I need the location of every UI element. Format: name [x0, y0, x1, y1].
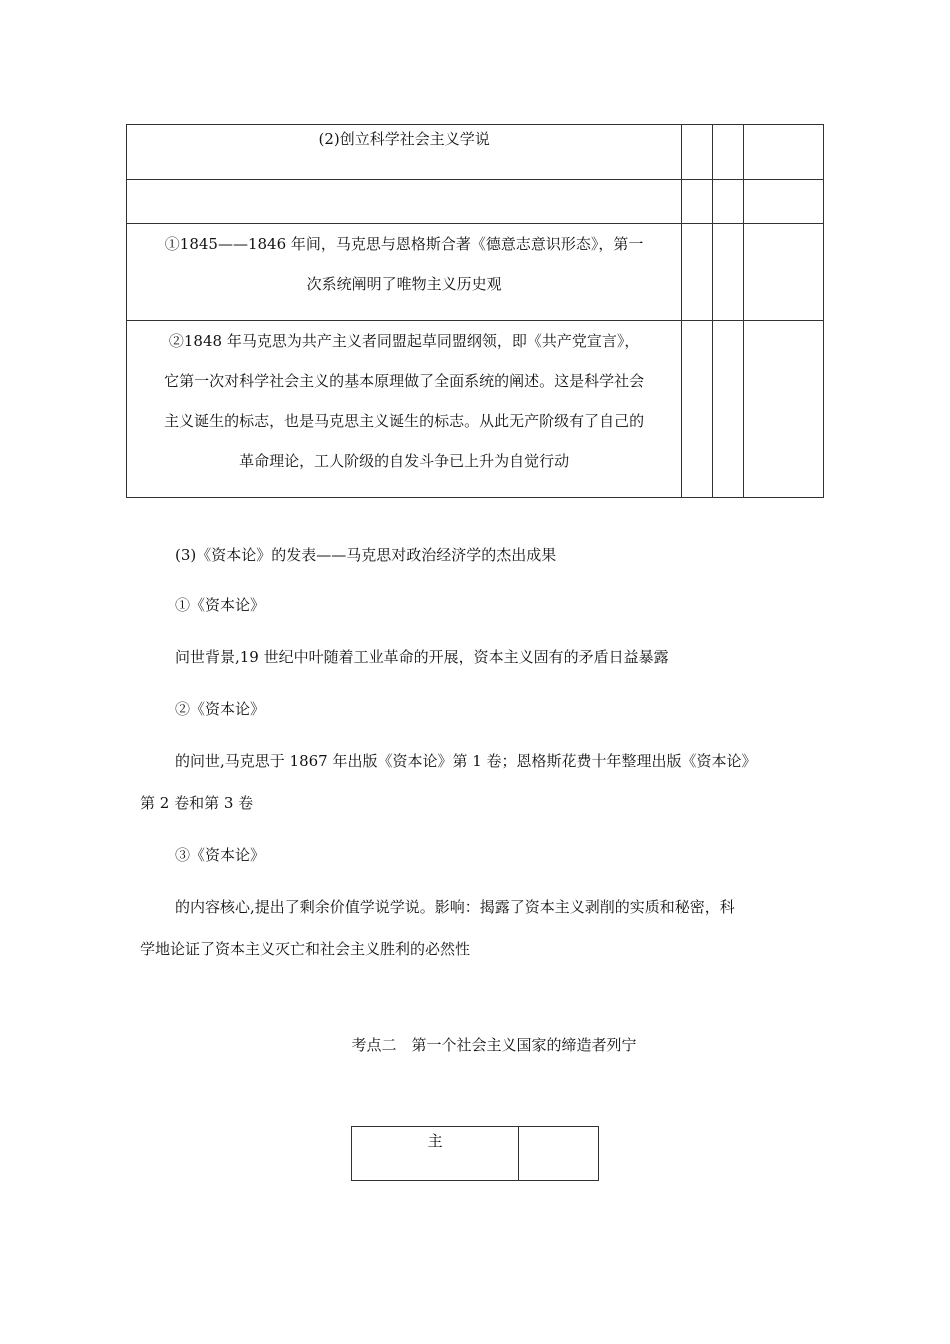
item3-line1: 的内容核心,提出了剩余价值学说学说。影响：揭露了资本主义剥削的实质和秘密，科: [175, 898, 735, 916]
item2-label: ②《资本论》: [175, 700, 266, 718]
row-b-line: 革命理论，工人阶级的自发斗争已上升为自觉行动: [239, 452, 570, 470]
table-row: [352, 1127, 599, 1181]
row-a-line: 次系统阐明了唯物主义历史观: [306, 275, 502, 293]
table-row: [127, 180, 824, 224]
item2-line1: 的问世,马克思于 1867 年出版《资本论》第 1 卷；恩格斯花费十年整理出版《资本论》: [175, 752, 757, 770]
item1-label: ①《资本论》: [175, 596, 266, 614]
row-b-line: ②1848 年马克思为共产主义者同盟起草同盟纲领，即《共产党宣言》，: [168, 332, 640, 350]
section3-heading: (3)《资本论》的发表——马克思对政治经济学的杰出成果: [175, 546, 557, 564]
table-row: [127, 224, 824, 321]
table2-main-cell: 主: [427, 1132, 443, 1150]
table-row: [127, 321, 824, 498]
item3-label: ③《资本论》: [175, 846, 266, 864]
table-row: [127, 125, 824, 180]
row-b-line: 主义诞生的标志，也是马克思主义诞生的标志。从此无产阶级有了自己的: [164, 412, 645, 430]
table-title-cell: (2)创立科学社会主义学说: [318, 130, 490, 148]
item2-line2: 第 2 卷和第 3 卷: [140, 794, 254, 812]
item3-line2: 学地论证了资本主义灭亡和社会主义胜利的必然性: [140, 940, 471, 958]
row-b-line: 它第一次对科学社会主义的基本原理做了全面系统的阐述。这是科学社会: [164, 372, 645, 390]
table-lenin: [351, 1126, 599, 1181]
row-a-line: ①1845——1846 年间，马克思与恩格斯合著《德意志意识形态》，第一: [164, 235, 644, 253]
section-title: 考点二 第一个社会主义国家的缔造者列宁: [351, 1036, 637, 1054]
table-marxism: [126, 124, 824, 498]
item1-text: 问世背景,19 世纪中叶随着工业革命的开展，资本主义固有的矛盾日益暴露: [175, 648, 669, 666]
